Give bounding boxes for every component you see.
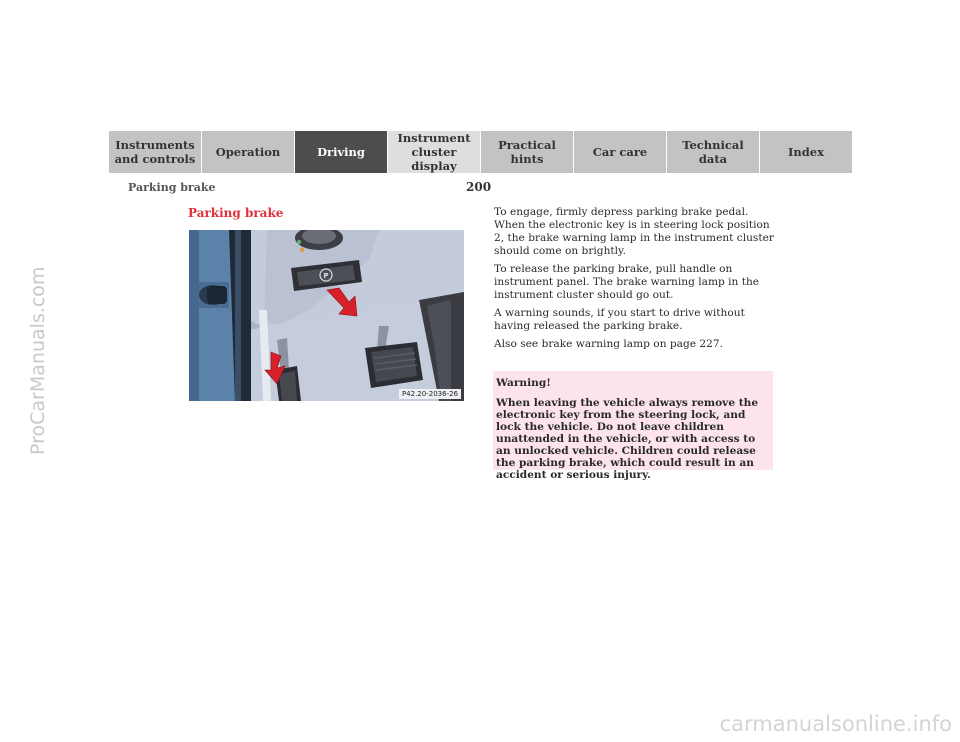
tab-index[interactable] (760, 131, 852, 173)
tab-label: Instruments and controls (114, 138, 196, 166)
tab-label: Index (788, 145, 824, 159)
tab-instruments-and-controls[interactable] (109, 131, 202, 173)
tab-practical-hints[interactable] (481, 131, 574, 173)
tab-driving[interactable] (295, 131, 388, 173)
warning-text: When leaving the vehicle always remove the electronic key from the steering lock, and lock the vehicle. Do not leave children unattended in the vehicle, or with access to an unlocked vehicle. Children could release the parking brake, which could result in an accident or serious injury. (496, 397, 759, 481)
tab-label: Technical data (682, 138, 744, 166)
page-number: 200 (466, 180, 492, 194)
section-title: Parking brake (188, 206, 284, 220)
figure-label: P42.20-2036-26 (399, 389, 461, 399)
svg-text:P: P (323, 272, 329, 280)
tab-label: Driving (317, 145, 365, 159)
running-head: Parking brake (128, 181, 216, 194)
paragraph-warning-sound: A warning sounds, if you start to drive without having released the parking brake. (494, 307, 745, 332)
warning-title: Warning! (496, 377, 551, 389)
tab-label: Instrument cluster display (397, 131, 471, 173)
tab-label: Practical hints (498, 138, 556, 166)
tab-label: Car care (592, 145, 648, 159)
paragraph-release: To release the parking brake, pull handle on instrument panel. The brake warning lamp in the instrument cluster should go out. (494, 263, 760, 301)
side-watermark: ProCarManuals.com (27, 266, 49, 455)
tab-car-care[interactable] (574, 131, 667, 173)
tab-technical-data[interactable] (667, 131, 760, 173)
tab-instrument-cluster-display[interactable] (388, 131, 481, 173)
warning-box (493, 371, 773, 481)
paragraph-engage: To engage, firmly depress parking brake pedal. When the electronic key is in steering lock position 2, the brake warning lamp in the instrument cluster should come on brightly. (494, 206, 774, 257)
tab-operation[interactable] (202, 131, 295, 173)
chapter-tabs (109, 131, 852, 173)
footwell-drawing (189, 230, 464, 401)
instructions-text (494, 206, 776, 356)
paragraph-see-also: Also see brake warning lamp on page 227. (494, 338, 723, 350)
bottom-watermark: carmanualsonline.info (719, 712, 952, 736)
tab-label: Operation (215, 145, 281, 159)
parking-brake-illustration (189, 230, 464, 401)
